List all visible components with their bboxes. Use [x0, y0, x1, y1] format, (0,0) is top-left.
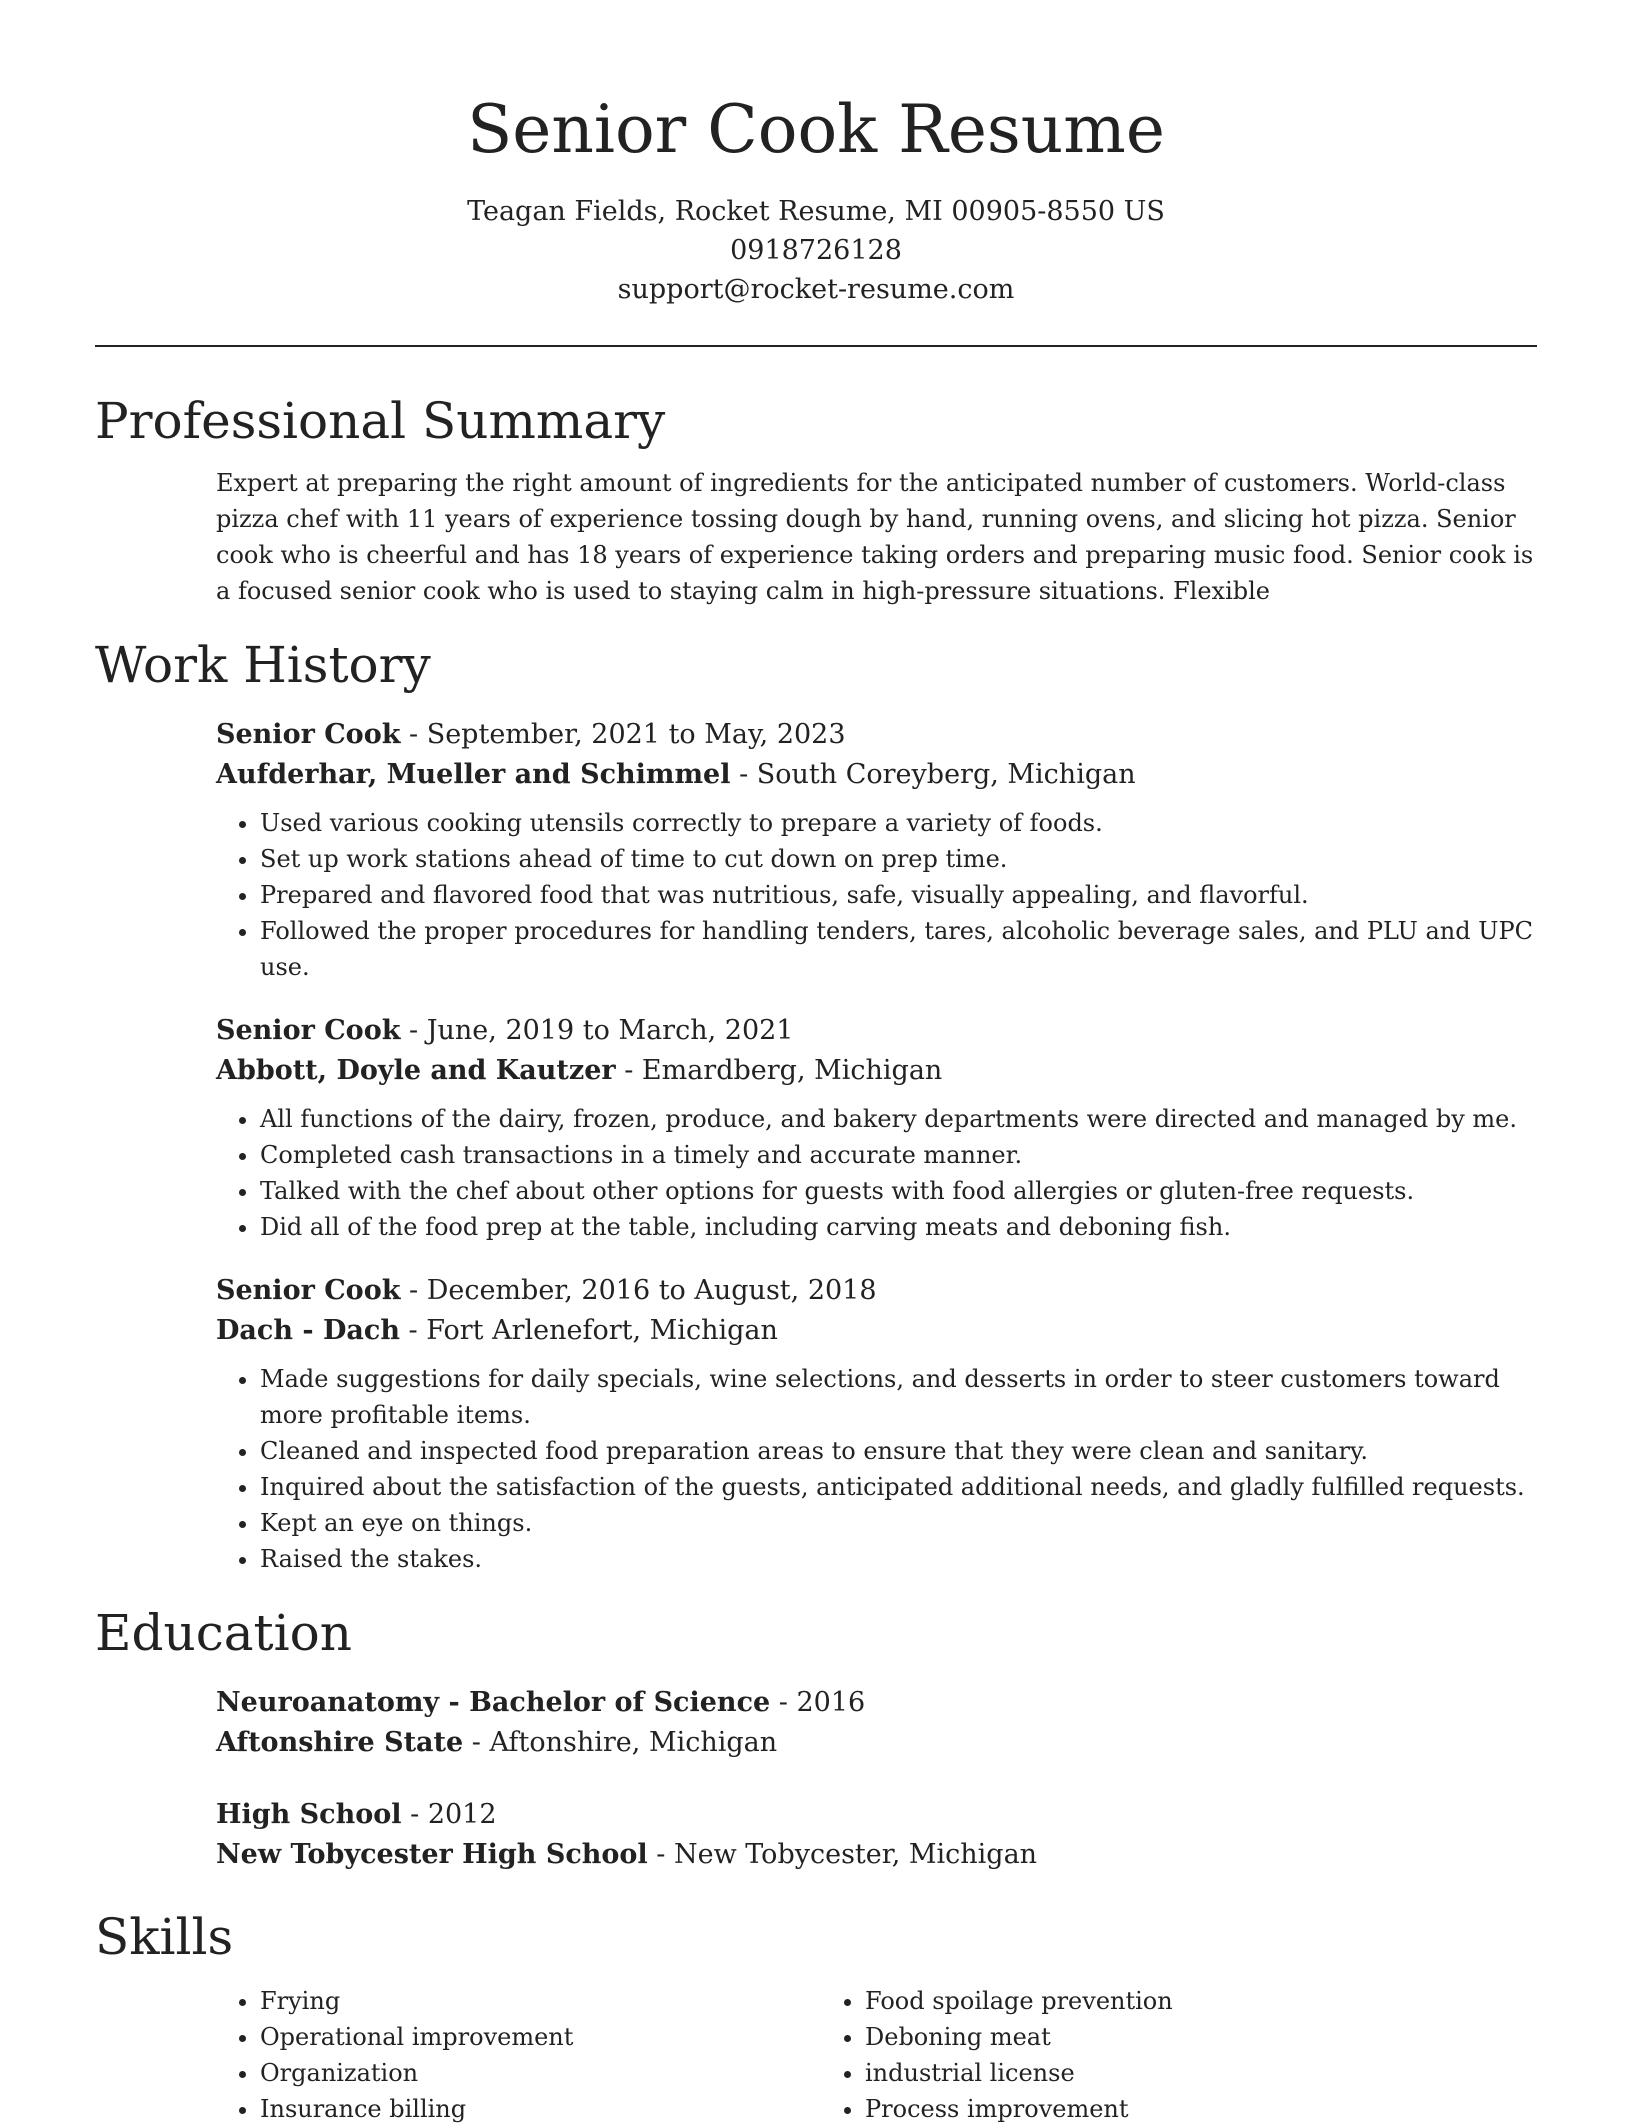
skills-column-left	[216, 1983, 821, 2127]
contact-address: Teagan Fields, Rocket Resume, MI 00905-8550 US	[467, 196, 1165, 227]
job-bullets	[216, 1101, 1537, 1245]
job-bullet: • Prepared and flavored food that was nutritious, safe, visually appealing, and flavorful.	[260, 877, 1537, 913]
job-title-line	[216, 1011, 1537, 1051]
education-degree: Neuroanatomy - Bachelor of Science	[216, 1687, 771, 1718]
skills-grid	[216, 1983, 1537, 2127]
skill-item: • Deboning meat	[865, 2019, 1426, 2055]
skill-item: • Organization	[260, 2055, 821, 2091]
job-company-line	[216, 1051, 1537, 1091]
education-school: New Tobycester High School	[216, 1839, 648, 1870]
skill-item: • industrial license	[865, 2055, 1426, 2091]
skill-item: • Frying	[260, 1983, 821, 2019]
job-title: Senior Cook	[216, 1275, 401, 1306]
skill-item: • Food spoilage prevention	[865, 1983, 1426, 2019]
education-degree-line	[216, 1683, 1537, 1723]
skills-heading: Skills	[95, 1908, 234, 1966]
job-location: - Fort Arlenefort, Michigan	[399, 1315, 778, 1346]
summary-text: Expert at preparing the right amount of ingredients for the anticipated number of customers. World-class pizza chef with 11 years of experience tossing dough by hand, running ovens, and slicing hot pizza. Senior cook who is cheerful and has 18 years of experience taking orders and preparing music food. Senior cook is a focused senior cook who is used to staying calm in high-pressure situations. Flexible	[216, 469, 1534, 605]
job-company-line	[216, 755, 1537, 795]
job-bullet: • Inquired about the satisfaction of the guests, anticipated additional needs, and gladly fulfilled requests.	[260, 1469, 1537, 1505]
education-location: - New Tobycester, Michigan	[647, 1839, 1038, 1870]
job-title-line	[216, 1271, 1537, 1311]
skills-section	[95, 1903, 1537, 2127]
job-bullets	[216, 1361, 1537, 1577]
education-section	[95, 1599, 1537, 1875]
job-company: Dach - Dach	[216, 1315, 400, 1346]
job-bullet: • Made suggestions for daily specials, wine selections, and desserts in order to steer customers toward more profitable items.	[260, 1361, 1537, 1433]
job-bullet: • Set up work stations ahead of time to cut down on prep time.	[260, 841, 1537, 877]
job-title: Senior Cook	[216, 1015, 401, 1046]
education-heading: Education	[95, 1604, 352, 1662]
education-year: - 2016	[770, 1687, 866, 1718]
contact-email: support@rocket-resume.com	[617, 274, 1015, 305]
work-section	[95, 631, 1537, 1577]
job-bullet: • Completed cash transactions in a timely and accurate manner.	[260, 1137, 1537, 1173]
job-entry	[216, 1271, 1537, 1577]
job-bullet: • Raised the stakes.	[260, 1541, 1537, 1577]
job-entry	[216, 715, 1537, 985]
job-location: - South Coreyberg, Michigan	[730, 759, 1136, 790]
job-company-line	[216, 1311, 1537, 1351]
job-dates: - December, 2016 to August, 2018	[400, 1275, 877, 1306]
education-entry	[216, 1795, 1537, 1875]
contact-block	[95, 192, 1537, 309]
job-bullets	[216, 805, 1537, 985]
skills-column-right	[821, 1983, 1426, 2127]
contact-phone: 0918726128	[730, 235, 902, 266]
job-title: Senior Cook	[216, 719, 401, 750]
job-bullet: • Cleaned and inspected food preparation areas to ensure that they were clean and sanitary.	[260, 1433, 1537, 1469]
job-location: - Emardberg, Michigan	[615, 1055, 943, 1086]
skill-item: • Process improvement	[865, 2091, 1426, 2127]
job-bullet: • Used various cooking utensils correctly to prepare a variety of foods.	[260, 805, 1537, 841]
job-dates: - September, 2021 to May, 2023	[400, 719, 846, 750]
summary-heading: Professional Summary	[95, 392, 666, 450]
education-school-line	[216, 1835, 1537, 1875]
education-year: - 2012	[401, 1799, 497, 1830]
job-title-line	[216, 715, 1537, 755]
work-heading: Work History	[95, 636, 431, 694]
job-bullet: • Kept an eye on things.	[260, 1505, 1537, 1541]
job-bullet: • Did all of the food prep at the table, including carving meats and deboning fish.	[260, 1209, 1537, 1245]
education-degree: High School	[216, 1799, 402, 1830]
education-entry	[216, 1683, 1537, 1763]
education-degree-line	[216, 1795, 1537, 1835]
summary-section	[95, 387, 1537, 609]
skill-item: • Operational improvement	[260, 2019, 821, 2055]
resume-title: Senior Cook Resume	[467, 91, 1165, 168]
education-school: Aftonshire State	[216, 1727, 464, 1758]
job-company: Abbott, Doyle and Kautzer	[216, 1055, 616, 1086]
job-dates: - June, 2019 to March, 2021	[400, 1015, 794, 1046]
skill-item: • Insurance billing	[260, 2091, 821, 2127]
job-bullet: • Followed the proper procedures for handling tenders, tares, alcoholic beverage sales, and PLU and UPC use.	[260, 913, 1537, 985]
job-bullet: • Talked with the chef about other options for guests with food allergies or gluten-free requests.	[260, 1173, 1537, 1209]
job-bullet: • All functions of the dairy, frozen, produce, and bakery departments were directed and managed by me.	[260, 1101, 1537, 1137]
job-company: Aufderhar, Mueller and Schimmel	[216, 759, 731, 790]
header-divider	[95, 345, 1537, 347]
education-location: - Aftonshire, Michigan	[463, 1727, 778, 1758]
job-entry	[216, 1011, 1537, 1245]
education-school-line	[216, 1723, 1537, 1763]
